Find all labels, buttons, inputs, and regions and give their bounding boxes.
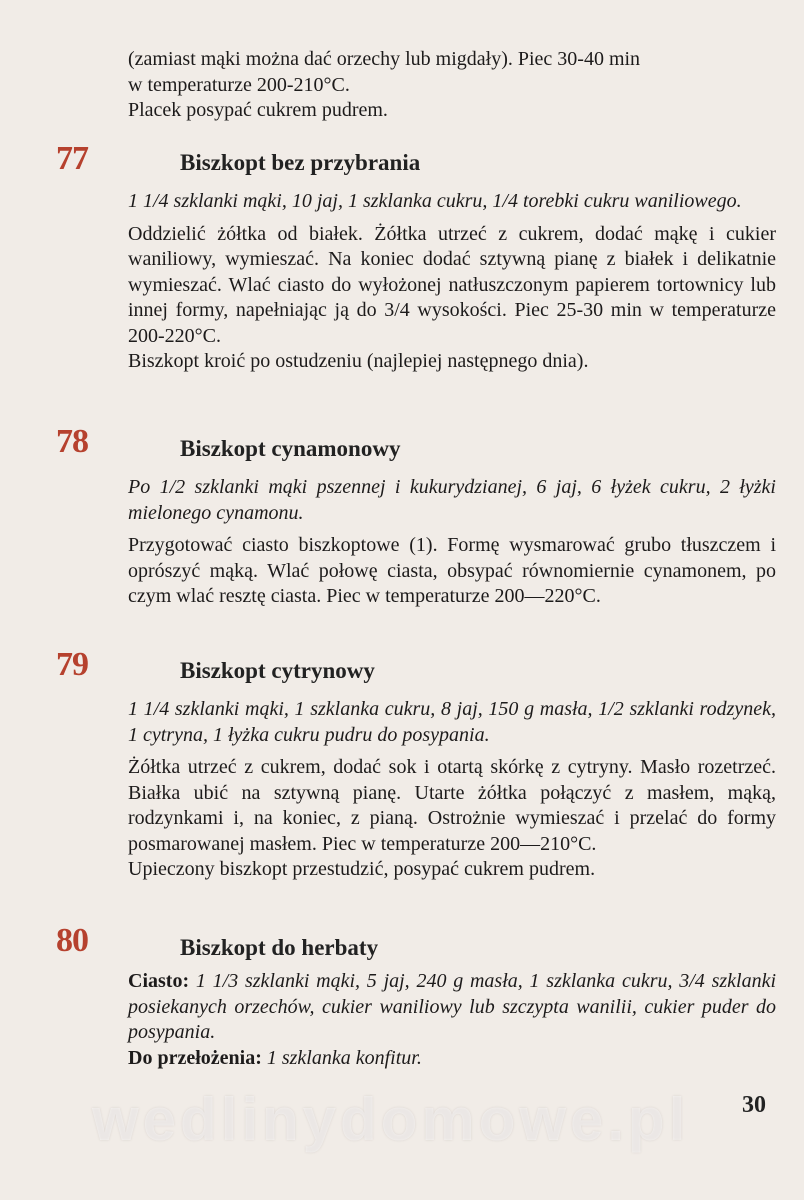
recipe-body bbox=[128, 189, 776, 375]
recipe-body bbox=[128, 697, 776, 883]
instructions: Biszkopt kroić po ostudzeniu (najlepiej następnego dnia). bbox=[128, 350, 589, 372]
recipe-number: 77 bbox=[56, 140, 88, 177]
recipe-number: 79 bbox=[56, 646, 88, 683]
filling-label: Do przełożenia: bbox=[128, 1046, 262, 1069]
recipe-body bbox=[128, 475, 776, 610]
page-number: 30 bbox=[742, 1092, 766, 1118]
previous-recipe-continuation bbox=[128, 47, 776, 124]
dough-text: 1 1/3 szklanki mąki, 5 jaj, 240 g masła, 1 szklanka cukru, 3/4 szklanki posiekanych orzechów, cukier waniliowy lub szczypta wanilii, cukier puder do posypania. bbox=[128, 970, 776, 1043]
continuation-line: Placek posypać cukrem pudrem. bbox=[128, 99, 388, 121]
recipe-title: Biszkopt cynamonowy bbox=[180, 436, 401, 461]
continuation-line: (zamiast mąki można dać orzechy lub migdały). Piec 30-40 min bbox=[128, 48, 641, 70]
filling-ingredients bbox=[128, 1046, 776, 1072]
recipe-number: 80 bbox=[56, 922, 88, 959]
dough-label: Ciasto: bbox=[128, 970, 190, 992]
watermark: wedlinydomowe.pl bbox=[92, 1086, 690, 1153]
filling-text: 1 szklanka konfitur. bbox=[266, 1046, 422, 1069]
recipe-title: Biszkopt do herbaty bbox=[180, 935, 379, 960]
instructions: Przygotować ciasto biszkoptowe (1). Formę wysmarować grubo tłuszczem i oprószyć mąką. Wlać połowę ciasta, obsypać równomiernie cynamonem, po czym wlać resztę ciasta. Piec w temperaturze 200—220°C. bbox=[128, 534, 776, 607]
recipe-body bbox=[128, 969, 776, 1071]
instructions: Żółtka utrzeć z cukrem, dodać sok i otartą skórkę z cytryny. Masło rozetrzeć. Białka ubić na sztywną pianę. Utarte żółtka połączyć z masłem, mąką, rodzynkami i, na koniec, z pianą. Ostrożnie wymieszać i przelać do formy posmarowanej masłem. Piec w temperaturze 200—210°C. bbox=[128, 756, 776, 855]
instructions: Oddzielić żółtka od białek. Żółtka utrzeć z cukrem, dodać mąkę i cukier waniliowy, wymieszać. Na koniec dodać sztywną pianę z białek i delikatnie wymieszać. Wlać ciasto do wyłożonej natłuszczonym papierem tortownicy lub innej formy, napełniając ją do 3/4 wysokości. Piec 25-30 min w temperaturze 200-220°C. bbox=[128, 222, 776, 347]
ingredients: 1 1/4 szklanki mąki, 10 jaj, 1 szklanka cukru, 1/4 torebki cukru waniliowego. bbox=[128, 190, 742, 212]
continuation-line: w temperaturze 200-210°C. bbox=[128, 73, 350, 96]
ingredients: Po 1/2 szklanki mąki pszennej i kukurydzianej, 6 jaj, 6 łyżek cukru, 2 łyżki mielonego cynamonu. bbox=[128, 476, 776, 524]
recipe-title: Biszkopt cytrynowy bbox=[180, 658, 375, 683]
recipe-title: Biszkopt bez przybrania bbox=[180, 150, 421, 175]
recipe-number: 78 bbox=[56, 423, 88, 460]
ingredients: 1 1/4 szklanki mąki, 1 szklanka cukru, 8 jaj, 150 g masła, 1/2 szklanki rodzynek, 1 cytryna, 1 łyżka cukru pudru do posypania. bbox=[128, 698, 776, 746]
instructions: Upieczony biszkopt przestudzić, posypać cukrem pudrem. bbox=[128, 858, 596, 880]
dough-ingredients bbox=[128, 969, 776, 1046]
